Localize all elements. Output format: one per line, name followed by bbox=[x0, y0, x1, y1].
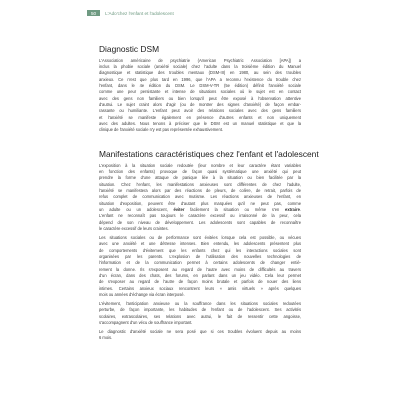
text-line: anxieux. Ce n'est que plus tard en 1996, que l'APA a reconnu l'existence du trouble chez bbox=[99, 76, 301, 82]
text-line: clinique de l'anxiété sociale n'y est pas représentée exhaustivement. bbox=[99, 127, 223, 133]
text-line: L'Association américaine de psychiatrie (American Psychiatric Association [APA]) a bbox=[99, 57, 301, 63]
text-line: comme une peur persistante et intense de situations sociales où le sujet est en contact bbox=[99, 89, 301, 95]
text-line: d'un écran, dans des chats, des forums, en parlant dans un jeu vidéo. Cela leur permet bbox=[99, 273, 301, 279]
text-line: de s'exposer au regard de l'autre de façon moins brutale et parfois de nouer des liens bbox=[99, 279, 301, 285]
text-line: perturbe, de façon importante, les habitudes de l'enfant ou de l'adolescent. Ses activités bbox=[99, 307, 301, 313]
text-line: Les situations sociales ou de performance sont évitées lorsque cela est possible, ou vécues bbox=[99, 234, 301, 240]
text-line: l'enfant, dans le 4e édition du DSM. Le DSM-V-TR (5e édition) définit l'anxiété sociale bbox=[99, 82, 301, 88]
section-body bbox=[99, 58, 301, 134]
text-line: rement la donne. Ils s'exposent au regard de l'autre avec moins de difficultés au travers bbox=[99, 266, 301, 272]
page-header bbox=[87, 10, 174, 16]
section-body bbox=[99, 163, 301, 342]
text-line: prendre la forme d'une attaque de panique liée à la situation ou bien facilitée par la bbox=[99, 175, 301, 181]
text-line: L'exposition à la situation sociale redoutée (leur nombre et leur caractère étant variables bbox=[99, 162, 301, 168]
text-line: avec des adultes. Nous tenons à préciser que le DSM est un manuel statistique et que la bbox=[99, 121, 301, 127]
text-line: avec une anxiété et une détresse intenses. Bien entendu, les adolescents présentent plus bbox=[99, 241, 301, 247]
text-line: rassante ou humiliante. L'enfant peut avoir des relations sociales avec des gens familiers bbox=[99, 108, 301, 114]
text-line: s'accompagnent d'un vécu de souffrance important. bbox=[99, 320, 193, 326]
text-line: mois ou années d'échange via écran interposé. bbox=[99, 292, 185, 298]
paragraph bbox=[99, 235, 301, 298]
text-line: L'évitement, l'anticipation anxieuse ou la souffrance dans les situations sociales redoutées bbox=[99, 301, 301, 306]
text-line: inclus la phobie sociale (anxiété sociale) chez l'adulte dans la troisième édition du Manuel bbox=[99, 63, 301, 69]
text-line: organisées par les parents. L'explosion de l'utilisation des nouvelles technologies de bbox=[99, 254, 301, 259]
text-line: avec des gens non familiers ou bien lorsqu'il peut être exposé à l'observation attentive bbox=[99, 95, 301, 101]
text-line: intimes. Certains anxieux sociaux rencontrent leurs « amis virtuels » après quelques bbox=[99, 285, 301, 291]
paragraph bbox=[99, 329, 301, 342]
text-line: l'information et de la communication permet à certains adolescents de changer entiè- bbox=[99, 260, 301, 266]
text-line: l'anxiété se manifestera alors par des réactions de pleurs, de colère, de retrait, parfois de bbox=[99, 187, 301, 193]
paragraph bbox=[99, 163, 301, 233]
paragraph bbox=[99, 301, 301, 326]
section-manifestations bbox=[99, 149, 319, 344]
text-line: refus complet de communication avec mutisme. Les réactions anxieuses de l'enfant, en bbox=[99, 194, 301, 200]
text-line: diagnostique et statistique des troubles mentaux (DSM-III) en 1980, au sein des troubles bbox=[99, 70, 301, 76]
text-line: et l'anxiété se manifeste également en présence d'autres enfants et non uniquement bbox=[99, 114, 301, 120]
text-line: situation. Chez l'enfant, les manifestations anxieuses sont différentes de chez l'adulte, bbox=[99, 181, 301, 187]
text-line: le caractère excessif de leurs craintes. bbox=[99, 226, 169, 232]
page-number: 50 bbox=[87, 10, 100, 16]
section-diagnostic-dsm bbox=[99, 44, 301, 136]
section-heading: Manifestations caractéristiques chez l'enfant et l'adolescent bbox=[99, 149, 319, 159]
text-line: d'autrui. Le sujet craint alors d'agir (ou de montrer des signes d'anxiété) de façon embar- bbox=[99, 102, 301, 107]
text-line: un adulte ou un adolescent, éviter facilement la situation ou même s'en extraire. bbox=[99, 207, 301, 212]
text-line: 6 mois. bbox=[99, 335, 113, 341]
text-line: dépend de son niveau de développement. Les adolescents sont capables de reconnaître bbox=[99, 219, 301, 225]
running-title: L'Ado'chez l'enfant et l'adolescent bbox=[105, 10, 174, 16]
paragraph bbox=[99, 58, 301, 134]
section-heading: Diagnostic DSM bbox=[99, 44, 160, 54]
text-line: en fonction des enfants) provoque de façon quasi systématique une anxiété qui peut bbox=[99, 168, 301, 174]
text-line: situation d'exposition, peuvent être d'autant plus marquées qu'il ne peut pas, comme bbox=[99, 200, 301, 206]
text-line: scolaires, extrascolaires, ses relations avec autrui, le fait de ressentir cette angoisse, bbox=[99, 313, 301, 319]
text-line: L'enfant ne reconnaît pas toujours le caractère excessif ou irraisonné de la peur, cela bbox=[99, 213, 301, 219]
text-line: Le diagnostic d'anxiété sociale ne sera posé que si ces troubles évoluent depuis au moins bbox=[99, 328, 301, 334]
text-line: de comportements d'évitement que les enfants chez qui les interactions sociales sont bbox=[99, 247, 301, 253]
